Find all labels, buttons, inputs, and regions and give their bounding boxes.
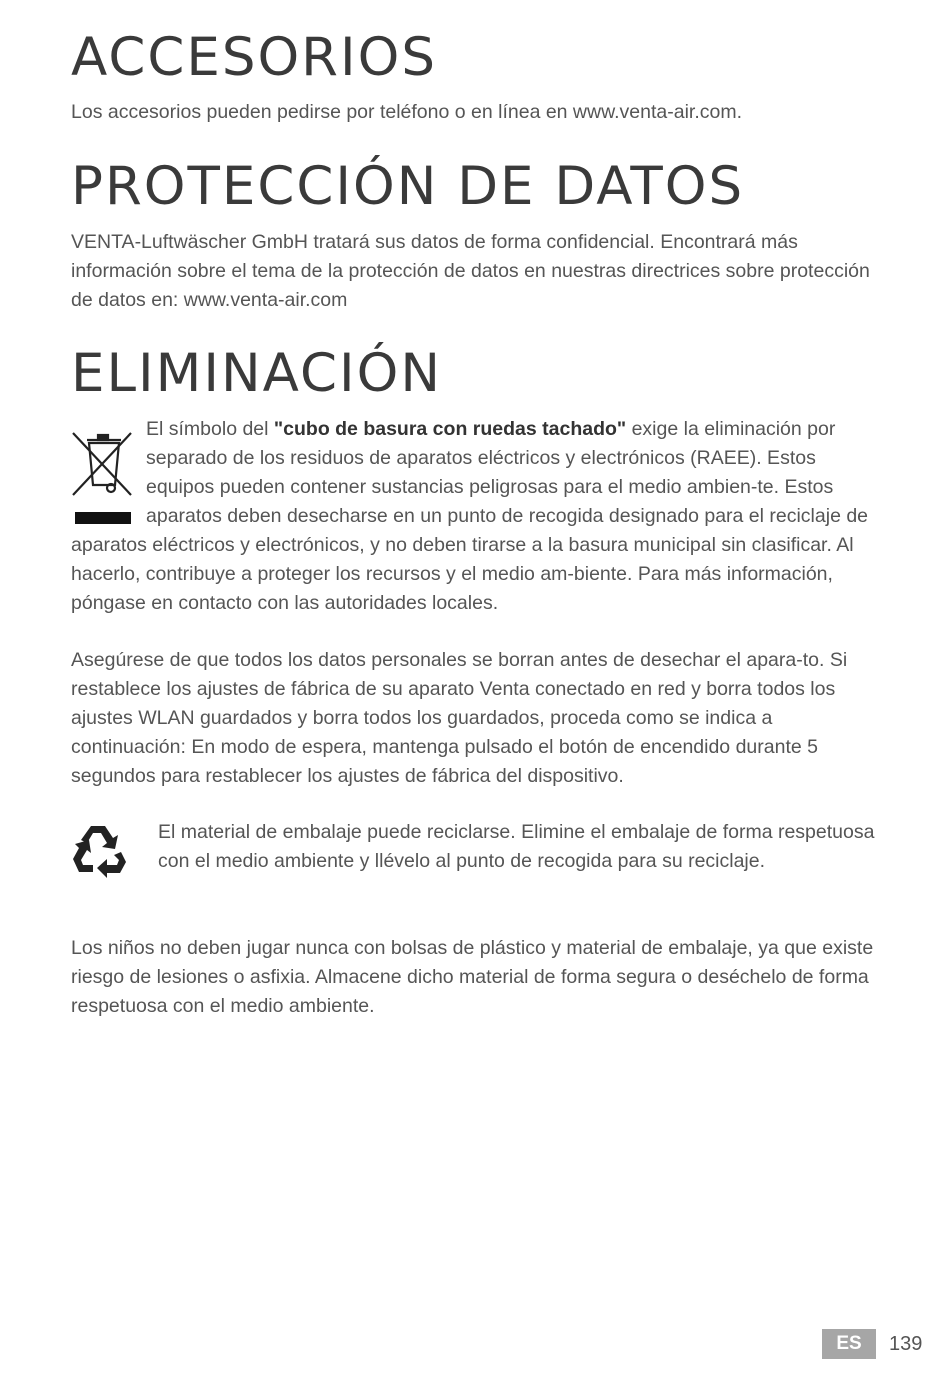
data-deletion-text: Asegúrese de que todos los datos personales se borran antes de desechar el apara-to. Si restablece los ajustes de fábrica de su aparato Venta conectado en red y borra todos los ajustes WLAN guardados y borra todos los guardados, proceda como se indica a continuación: En modo de espera, mantenga pulsado el botón de encendido durante 5 segundos para restablecer los ajustes de fábrica del dispositivo. bbox=[71, 649, 848, 787]
recycle-icon bbox=[71, 822, 127, 878]
proteccion-text: VENTA-Luftwäscher GmbH tratará sus datos de forma confidencial. Encontrará más información sobre el tema de la protección de datos en nuestras directrices sobre protección de datos en: www.venta-air.com bbox=[71, 231, 870, 311]
kids-warning-text: Los niños no deben jugar nunca con bolsas de plástico y material de embalaje, ya que existe riesgo de lesiones o asfixia. Almacene dicho material de forma segura o deséchelo de forma respetuosa con el medio ambiente. bbox=[71, 937, 874, 1017]
accesorios-text: Los accesorios pueden pedirse por teléfono o en línea en www.venta-air.com. bbox=[71, 101, 742, 123]
heading-accesorios: ACCESORIOS bbox=[71, 27, 438, 88]
crossed-out-wheeled-bin-icon bbox=[71, 415, 146, 527]
weee-text-prefix: El símbolo del bbox=[146, 418, 274, 440]
weee-text-bold: "cubo de basura con ruedas tachado" bbox=[273, 418, 627, 440]
heading-eliminacion: ELIMINACIÓN bbox=[71, 343, 442, 404]
page-number: 139 bbox=[889, 1333, 923, 1355]
packaging-text: El material de embalaje puede reciclarse. Elimine el embalaje de forma respetuosa con el medio ambiente y llévelo al punto de recogida para su reciclaje. bbox=[158, 821, 875, 872]
weee-text-rest: exige la eliminación por separado de los residuos de aparatos eléctricos y electrónicos (RAEE). Estos equipos pueden contener sustancias peligrosas para el medio ambien-te. Estos aparatos deben desecharse en un punto de recogida designado para el reciclaje de aparatos eléctricos y electrónicos, y no deben tirarse a la basura municipal sin clasificar. Al hacerlo, contribuye a proteger los recursos y el medio am-biente. Para más información, póngase en contacto con las autoridades locales. bbox=[71, 418, 869, 614]
language-badge: ES bbox=[822, 1329, 876, 1359]
weee-paragraph bbox=[71, 415, 879, 618]
heading-proteccion: PROTECCIÓN DE DATOS bbox=[71, 156, 745, 217]
